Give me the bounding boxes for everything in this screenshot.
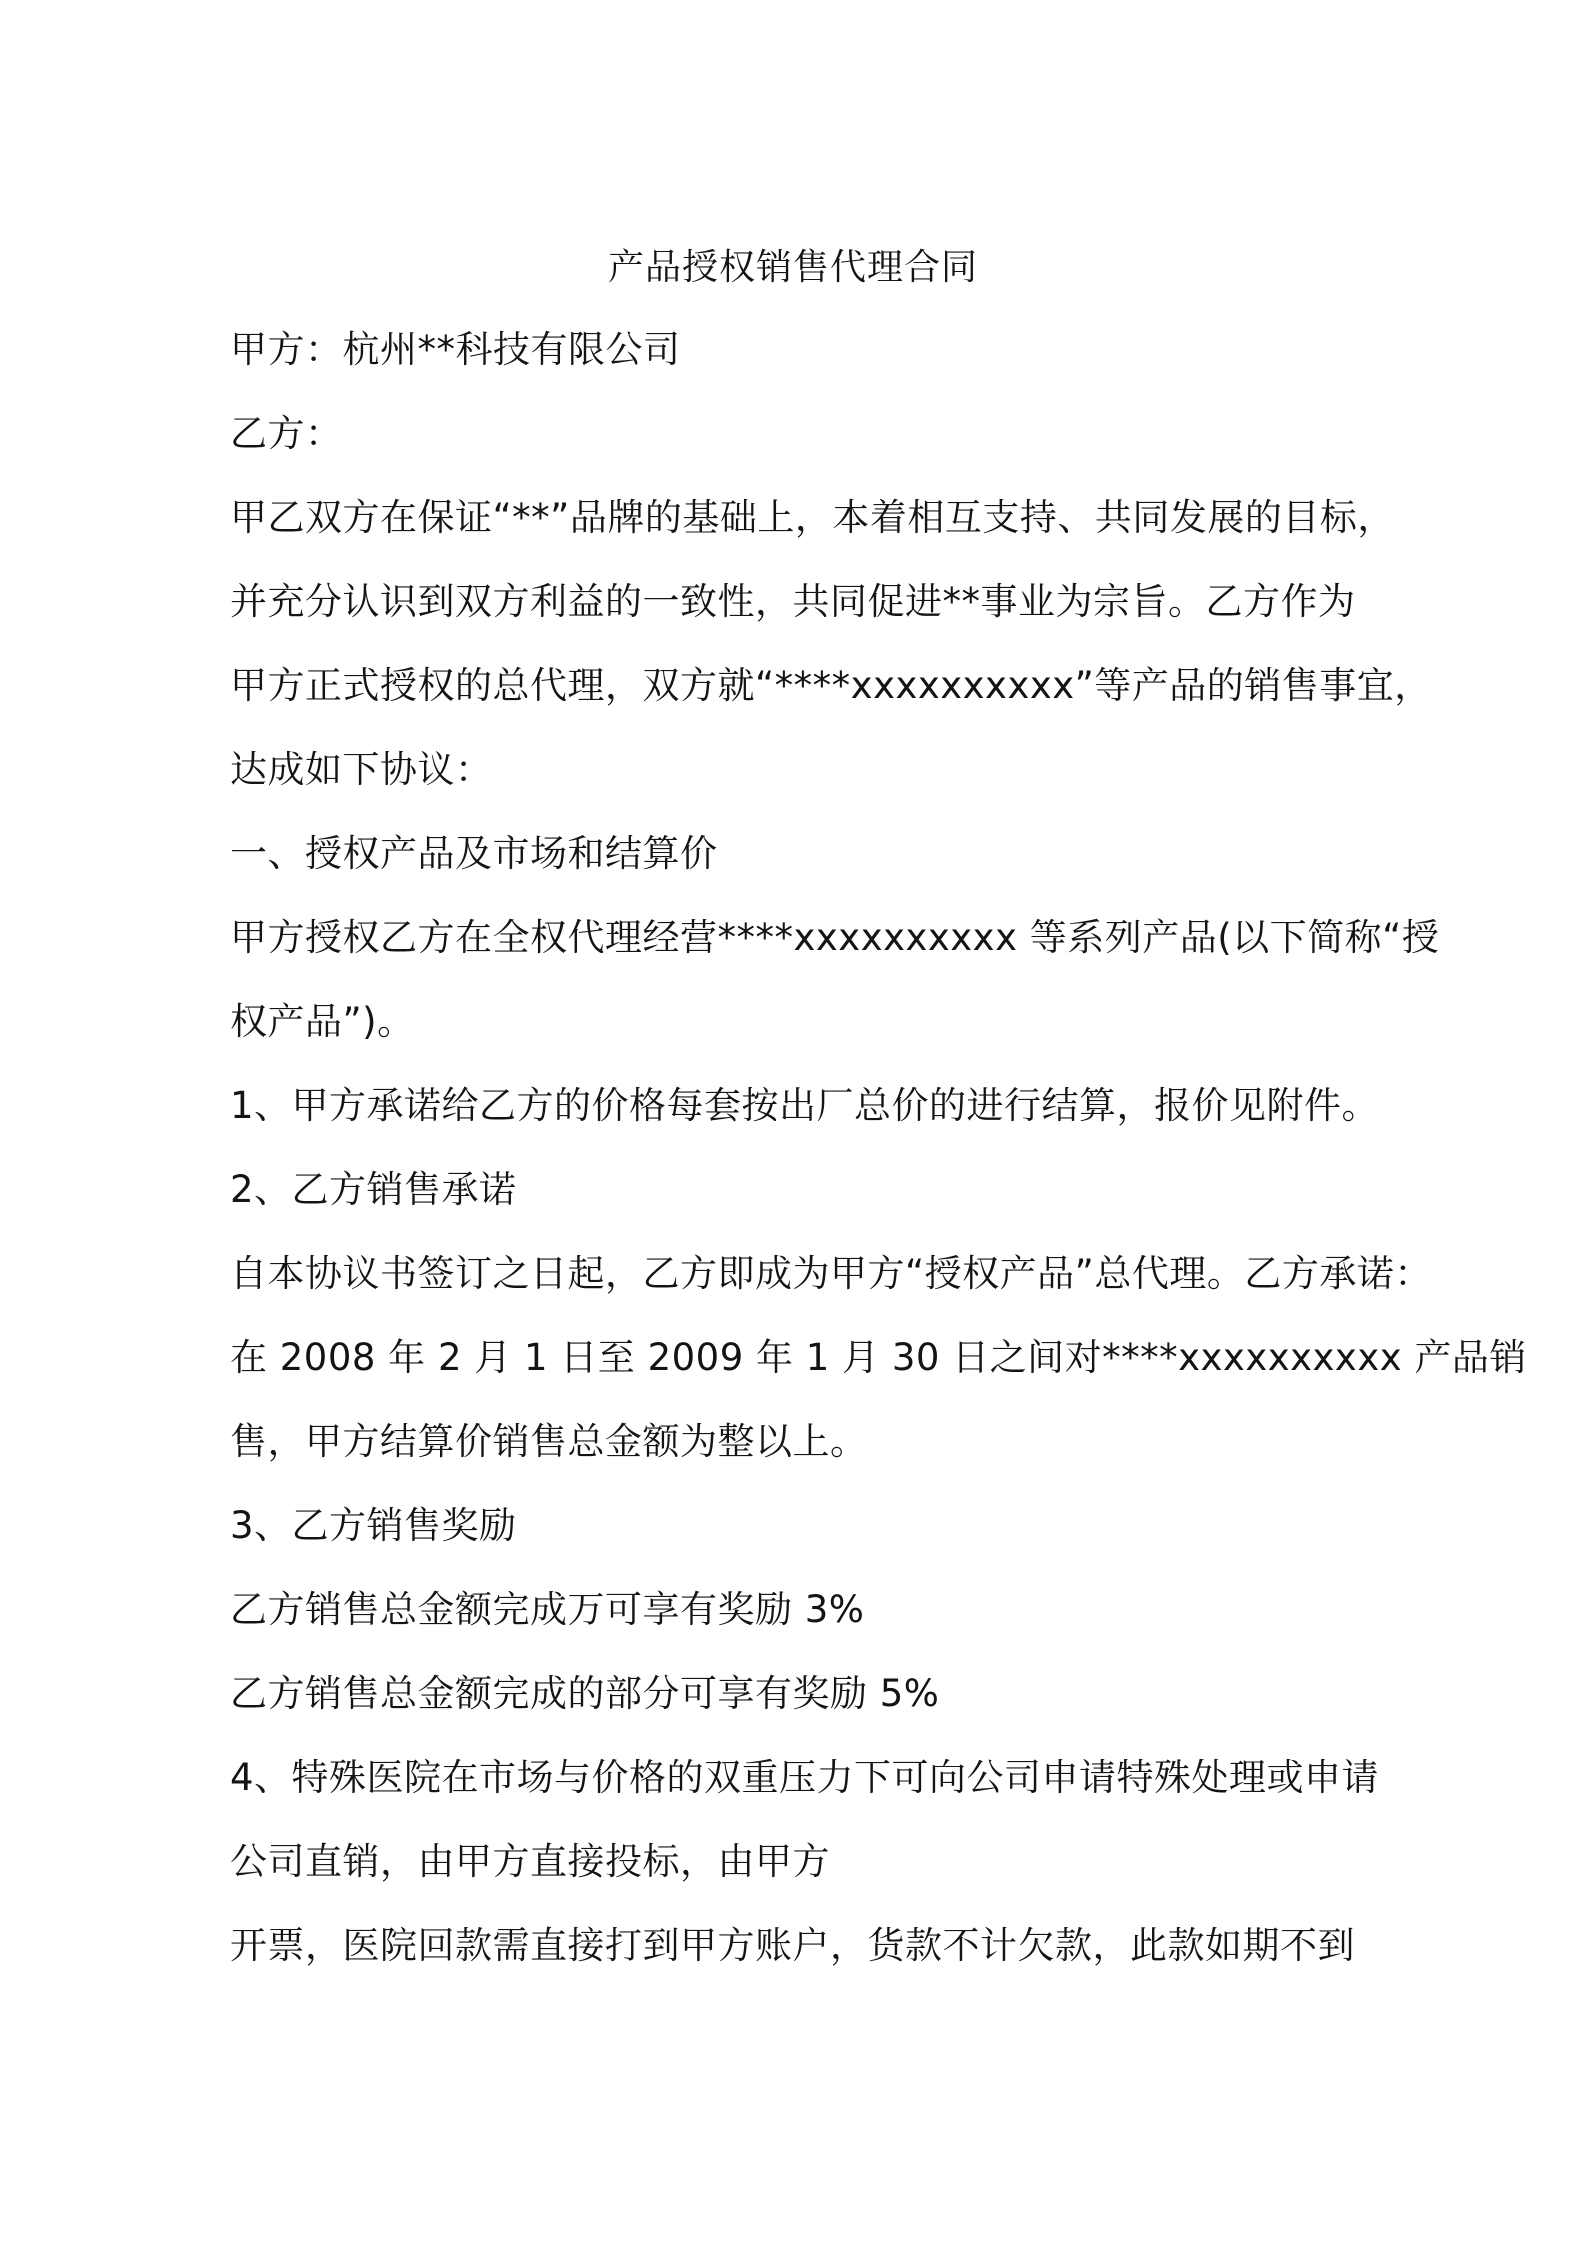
clause-4-text-line-3: 开票，医院回款需直接打到甲方账户，货款不计欠款，此款如期不到 xyxy=(230,1924,1355,1967)
clause-2-heading: 2、乙方销售承诺 xyxy=(230,1168,517,1211)
clause-2-text-line-1: 自本协议书签订之日起，乙方即成为甲方“授权产品”总代理。乙方承诺： xyxy=(230,1252,1432,1295)
clause-2-text-line-3: 售，甲方结算价销售总金额为整以上。 xyxy=(230,1420,868,1463)
clause-1-line: 1、甲方承诺给乙方的价格每套按出厂总价的进行结算，报价见附件。 xyxy=(230,1084,1380,1127)
document-title: 产品授权销售代理合同 xyxy=(607,247,978,288)
clause-3-reward-2: 乙方销售总金额完成的部分可享有奖励 5% xyxy=(230,1672,940,1715)
preamble-line-2: 并充分认识到双方利益的一致性，共同促进**事业为宗旨。乙方作为 xyxy=(230,580,1356,623)
preamble-line-3: 甲方正式授权的总代理，双方就“****xxxxxxxxxx”等产品的销售事宜， xyxy=(230,664,1432,707)
clause-4-text-line-2: 公司直销，由甲方直接投标，由甲方 xyxy=(230,1840,830,1883)
clause-3-heading: 3、乙方销售奖励 xyxy=(230,1504,517,1547)
section-1-text-line-1: 甲方授权乙方在全权代理经营****xxxxxxxxxx 等系列产品(以下简称“授 xyxy=(230,916,1440,959)
clause-3-reward-1: 乙方销售总金额完成万可享有奖励 3% xyxy=(230,1588,865,1631)
clause-2-text-line-2: 在 2008 年 2 月 1 日至 2009 年 1 月 30 日之间对****xxxxxxxxxx 产品销 xyxy=(230,1336,1527,1379)
preamble-line-1: 甲乙双方在保证“**”品牌的基础上，本着相互支持、共同发展的目标， xyxy=(230,496,1395,539)
section-1-heading: 一、授权产品及市场和结算价 xyxy=(230,832,718,875)
section-1-text-line-2: 权产品”)。 xyxy=(230,1000,415,1043)
party-b-line: 乙方： xyxy=(230,412,343,455)
clause-4-text-line-1: 4、特殊医院在市场与价格的双重压力下可向公司申请特殊处理或申请 xyxy=(230,1756,1380,1799)
preamble-line-4: 达成如下协议： xyxy=(230,748,493,791)
party-a-line: 甲方：杭州**科技有限公司 xyxy=(230,328,681,371)
